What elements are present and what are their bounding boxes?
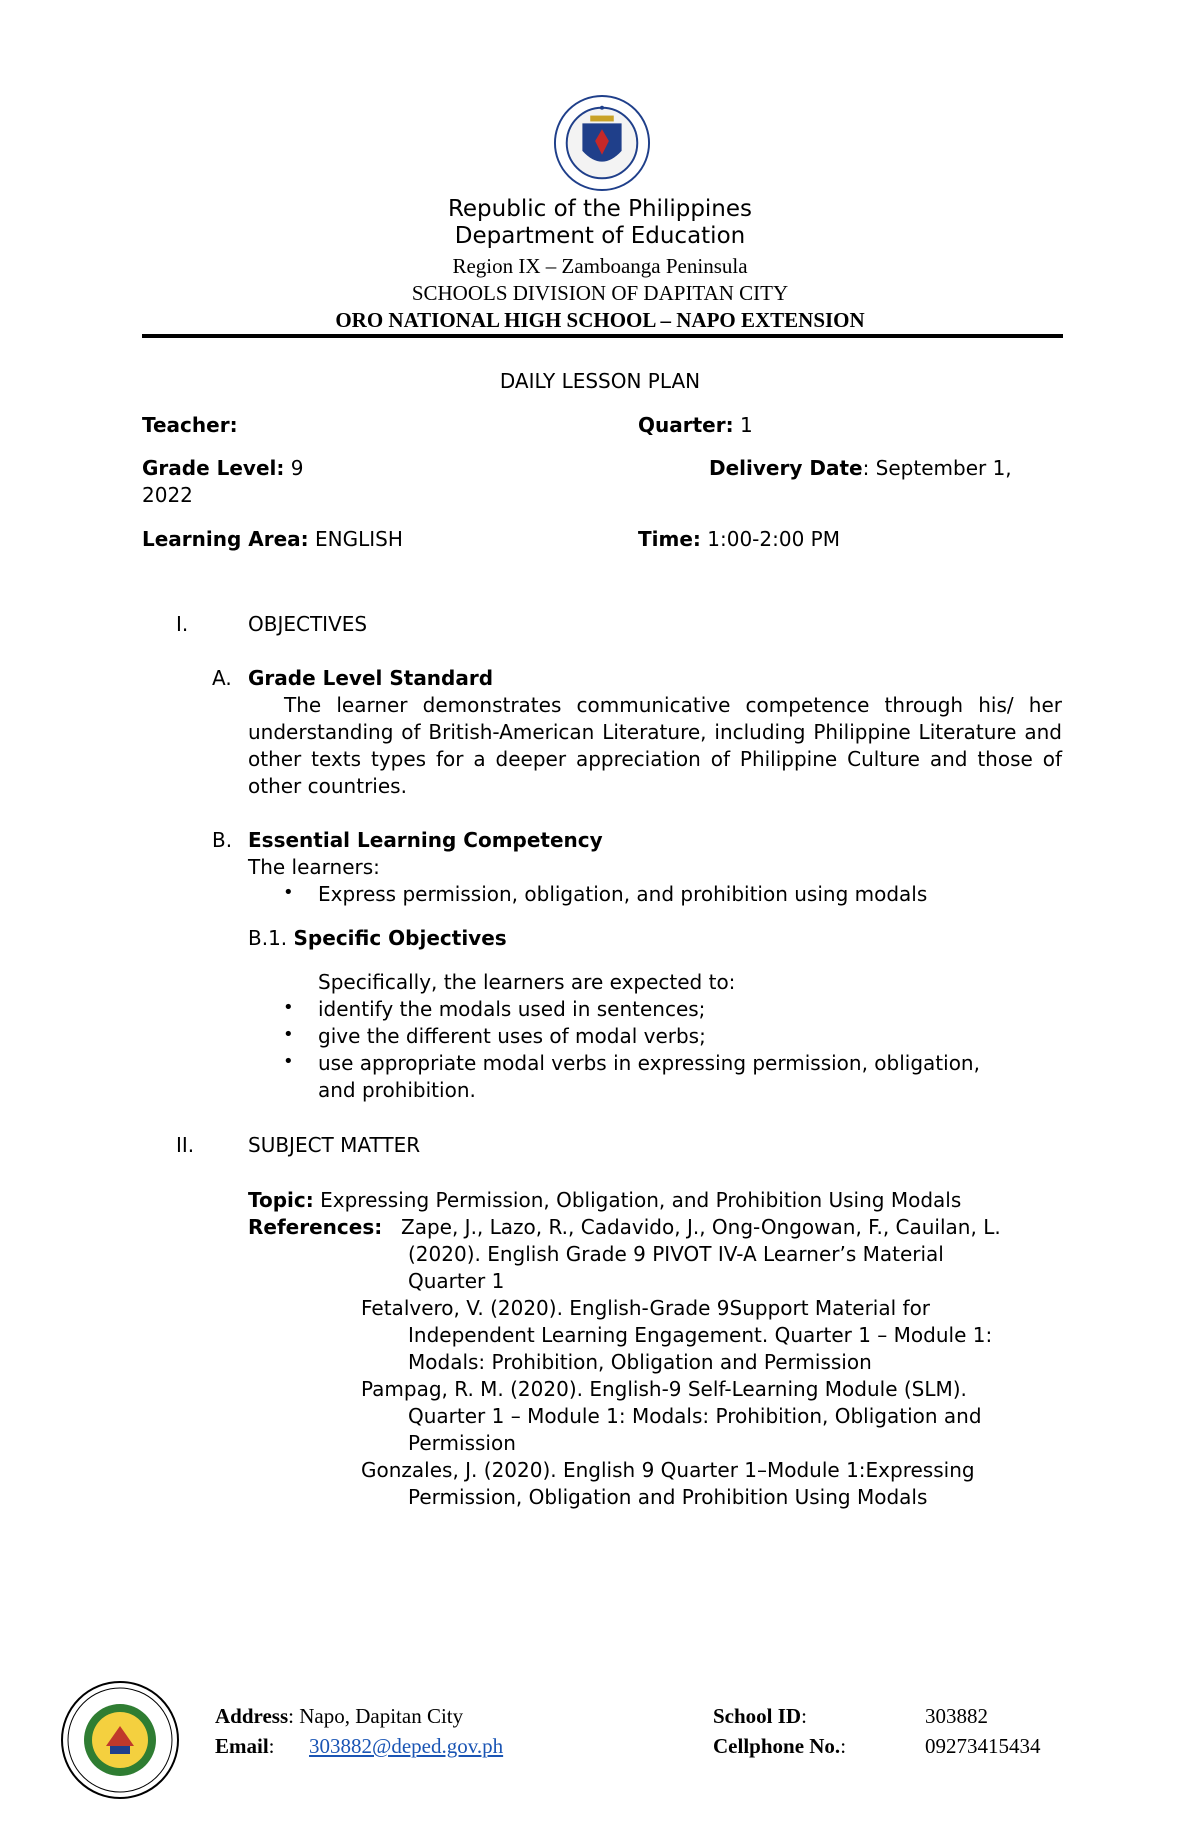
bullet-icon: •: [283, 997, 294, 1018]
quarter-label: Quarter:: [638, 413, 734, 437]
grade-label: Grade Level:: [142, 456, 285, 480]
competency-item: Express permission, obligation, and prohibition using modals: [318, 882, 928, 906]
time-value: 1:00-2:00 PM: [707, 527, 840, 551]
subject-numeral: II.: [176, 1133, 195, 1157]
email-link[interactable]: 303882@deped.gov.ph: [309, 1734, 504, 1758]
grade-field: [142, 455, 303, 482]
objective-item: give the different uses of modal verbs;: [318, 1024, 706, 1048]
cellphone-label-field: [713, 1734, 846, 1759]
objectives-heading: OBJECTIVES: [248, 612, 368, 636]
delivery-date-field: [709, 455, 1012, 482]
school-id-value: 303882: [925, 1704, 988, 1728]
cellphone-separator: :: [840, 1734, 847, 1758]
learning-area-value: ENGLISH: [315, 527, 403, 551]
objective-item: use appropriate modal verbs in expressing permission, obligation,: [318, 1051, 980, 1075]
reference-line: Permission: [408, 1431, 516, 1455]
quarter-field: [638, 412, 753, 439]
teacher-label: Teacher:: [142, 413, 238, 437]
reference-line: Quarter 1 – Module 1: Modals: Prohibition, Obligation and: [408, 1404, 982, 1428]
email-label-field: [215, 1734, 275, 1759]
competency-intro: The learners:: [248, 855, 380, 879]
header-school-name: ORO NATIONAL HIGH SCHOOL – NAPO EXTENSION: [335, 308, 865, 332]
time-label: Time:: [638, 527, 701, 551]
delivery-date-label: Delivery Date: [709, 456, 863, 480]
specific-objectives-prefix: B.1.: [248, 926, 288, 950]
reference-line: Quarter 1: [408, 1269, 505, 1293]
address-value: : Napo, Dapitan City: [288, 1704, 464, 1728]
cellphone-label: Cellphone No.: [713, 1734, 841, 1758]
competency-heading: Essential Learning Competency: [248, 828, 603, 852]
delivery-date-year: 2022: [142, 483, 193, 507]
header-department: Department of Education: [454, 223, 746, 249]
specific-objectives-intro: Specifically, the learners are expected to:: [318, 970, 736, 994]
objective-item-continued: and prohibition.: [318, 1078, 476, 1102]
learning-area-field: [142, 526, 403, 553]
references-label: References:: [248, 1215, 383, 1239]
header-divider: [142, 334, 1063, 338]
school-id-separator: :: [801, 1704, 807, 1728]
reference-line: Independent Learning Engagement. Quarter 1 – Module 1:: [408, 1323, 993, 1347]
address-label: Address: [215, 1704, 289, 1728]
school-seal-logo: [60, 1680, 180, 1800]
time-field: [638, 526, 840, 553]
header-republic: Republic of the Philippines: [447, 196, 753, 222]
topic-label: Topic:: [248, 1188, 314, 1212]
reference-line: Zape, J., Lazo, R., Cadavido, J., Ong-Ongowan, F., Cauilan, L.: [401, 1215, 1001, 1239]
learning-area-label: Learning Area:: [142, 527, 309, 551]
bullet-icon: •: [283, 882, 294, 903]
school-id-label: School ID: [713, 1704, 802, 1728]
grade-standard-letter: A.: [212, 666, 232, 690]
deped-seal-logo: [553, 94, 651, 192]
header-division: SCHOOLS DIVISION OF DAPITAN CITY: [411, 281, 789, 305]
teacher-field: [142, 412, 238, 439]
reference-line: (2020). English Grade 9 PIVOT IV-A Learner’s Material: [408, 1242, 944, 1266]
email-label: Email: [215, 1734, 269, 1758]
cellphone-value: 09273415434: [925, 1734, 1041, 1758]
reference-line: Permission, Obligation and Prohibition Using Modals: [408, 1485, 928, 1509]
bullet-icon: •: [283, 1051, 294, 1072]
specific-objectives-title: [248, 925, 507, 952]
grade-value: 9: [290, 456, 304, 480]
page-title: DAILY LESSON PLAN: [499, 369, 701, 393]
header-region: Region IX – Zamboanga Peninsula: [452, 254, 748, 278]
specific-objectives-heading: Specific Objectives: [293, 926, 507, 950]
email-separator: :: [268, 1734, 275, 1758]
competency-letter: B.: [212, 828, 233, 852]
bullet-icon: •: [283, 1024, 294, 1045]
grade-standard-heading: Grade Level Standard: [248, 666, 494, 690]
subject-heading: SUBJECT MATTER: [248, 1133, 421, 1157]
reference-line: Fetalvero, V. (2020). English-Grade 9Support Material for: [361, 1296, 931, 1320]
reference-line: Gonzales, J. (2020). English 9 Quarter 1–Module 1:Expressing: [361, 1458, 975, 1482]
objectives-numeral: I.: [176, 612, 189, 636]
grade-standard-text: The learner demonstrates communicative competence through his/ her understanding of British-American Literature, including Philippine Literature and other texts types for a deeper appreciation of Philippine Culture and those of other countries.: [248, 693, 1062, 798]
address-field: [215, 1704, 463, 1729]
quarter-value: 1: [739, 413, 753, 437]
delivery-date-value: : September 1,: [862, 456, 1012, 480]
school-id-label-field: [713, 1704, 807, 1729]
topic-field: [248, 1187, 961, 1214]
objective-item: identify the modals used in sentences;: [318, 997, 706, 1021]
reference-line: Pampag, R. M. (2020). English-9 Self-Learning Module (SLM).: [361, 1377, 967, 1401]
topic-value: Expressing Permission, Obligation, and Prohibition Using Modals: [320, 1188, 962, 1212]
reference-line: Modals: Prohibition, Obligation and Permission: [408, 1350, 872, 1374]
